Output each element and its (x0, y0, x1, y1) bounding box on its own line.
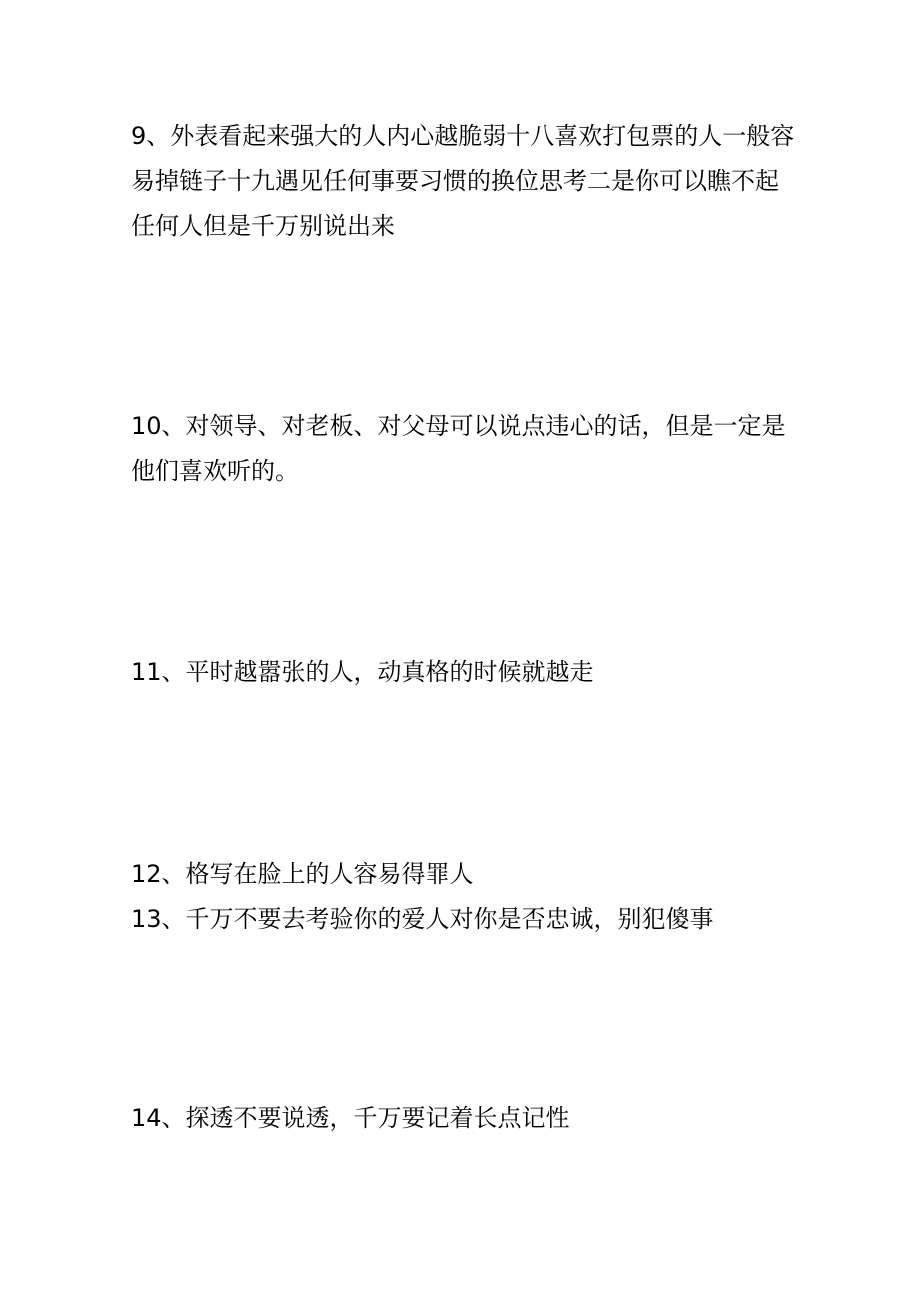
paragraph-14: 14、探透不要说透，千万要记着长点记性 (131, 1104, 570, 1132)
paragraph-12: 12、格写在脸上的人容易得罪人 (131, 860, 474, 888)
paragraph-11: 11、平时越嚣张的人，动真格的时候就越走 (131, 658, 594, 686)
paragraph-9: 9、外表看起来强大的人内心越脆弱十八喜欢打包票的人一般容易掉链子十九遇见任何事要习惯的换位思考二是你可以瞧不起任何人但是千万别说出来 (131, 122, 795, 240)
paragraph-10: 10、对领导、对老板、对父母可以说点违心的话，但是一定是他们喜欢听的。 (131, 412, 786, 485)
paragraph-13: 13、千万不要去考验你的爱人对你是否忠诚，别犯傻事 (131, 905, 714, 933)
